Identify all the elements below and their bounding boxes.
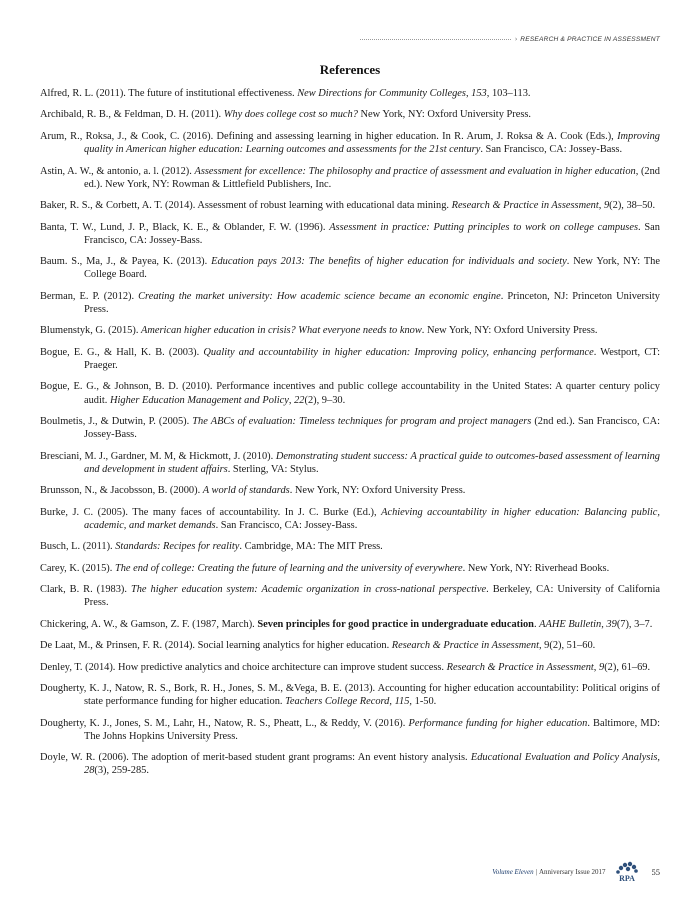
reference-text: . San Francisco, CA: Jossey-Bass. xyxy=(215,519,358,531)
reference-text: . New York, NY: Riverhead Books. xyxy=(462,562,610,574)
reference-text: Dougherty, K. J., Jones, S. M., Lahr, H., Natow, R. S., Pheatt, L., & Reddy, V. (2016). xyxy=(40,717,409,729)
reference-text: Research & Practice in Assessment xyxy=(391,640,539,652)
reference-text: . San Francisco, CA: Jossey-Bass. xyxy=(84,221,660,246)
reference-entry xyxy=(40,324,660,337)
reference-text: 9 xyxy=(599,661,605,673)
reference-text: Berman, E. P. (2012). xyxy=(40,290,139,302)
reference-entry xyxy=(40,87,660,100)
reference-entry xyxy=(40,346,660,372)
reference-text: Astin, A. W., & antonio, a. l. (2012). xyxy=(40,165,195,177)
footer-volume: Volume Eleven xyxy=(492,868,534,876)
reference-text: , xyxy=(657,752,660,764)
reference-text: Dougherty, K. J., Natow, R. S., Bork, R. H., Jones, S. M., &Vega, B. E. (2013). Accounting for higher education accountability: Political origins of state performance funding for higher education. xyxy=(40,683,660,708)
reference-text: (2), 9–30. xyxy=(304,394,346,406)
reference-text: Standards: Recipes for reality xyxy=(115,541,240,553)
reference-text: Baum. S., Ma, J., & Payea, K. (2013). xyxy=(40,256,212,268)
reference-text: . Berkeley, CA: University of California Press. xyxy=(84,584,660,609)
reference-entry xyxy=(40,562,660,575)
reference-text: Boulmetis, J., & Dutwin, P. (2005). xyxy=(40,415,193,427)
reference-text: New York, NY: Oxford University Press. xyxy=(357,109,532,121)
reference-text: A world of standards xyxy=(202,485,290,497)
reference-text: Carey, K. (2015). xyxy=(40,562,115,574)
running-head-title: RESEARCH & PRACTICE IN ASSESSMENT xyxy=(520,35,660,43)
reference-text: (2), 38–50. xyxy=(609,200,656,212)
dotted-rule xyxy=(360,39,511,40)
reference-text: , xyxy=(593,661,599,673)
reference-entry xyxy=(40,717,660,743)
reference-text: , 103–113. xyxy=(486,88,531,99)
reference-text: De Laat, M., & Prinsen, F. R. (2014). Social learning analytics for higher education. xyxy=(40,640,392,652)
reference-text: Bogue, E. G., & Hall, K. B. (2003). xyxy=(40,346,204,358)
reference-text: . Cambridge, MA: The MIT Press. xyxy=(239,541,383,553)
reference-text: 9 xyxy=(603,200,610,212)
reference-text: AAHE Bulletin xyxy=(539,618,602,630)
reference-text: American higher education in crisis? What everyone needs to know xyxy=(141,325,422,337)
reference-text: (2), 61–69. xyxy=(604,661,651,673)
reference-text: . New York, NY: The College Board. xyxy=(84,256,660,281)
footer-separator: | xyxy=(535,868,537,876)
reference-text: 115 xyxy=(394,696,410,708)
reference-entry xyxy=(40,540,660,553)
reference-text: Chickering, A. W., & Gamson, Z. F. (1987, March). xyxy=(40,618,258,630)
reference-text: . Princeton, NJ: Princeton University Press. xyxy=(84,290,660,315)
reference-entry xyxy=(40,255,660,281)
reference-entry xyxy=(40,751,660,777)
reference-entry xyxy=(40,639,660,652)
page-title: References xyxy=(319,62,381,77)
reference-text: New Directions for Community Colleges xyxy=(297,88,466,99)
reference-text: . New York, NY: Oxford University Press. xyxy=(421,325,598,337)
reference-entry xyxy=(40,484,660,497)
reference-text: Improving quality in American higher education: Learning outcomes and assessments for the 21st century xyxy=(84,130,660,156)
reference-text: 28 xyxy=(84,765,95,777)
reference-entry xyxy=(40,380,660,406)
reference-entry xyxy=(40,583,660,609)
reference-text: Clark, B. R. (1983). xyxy=(40,584,131,596)
reference-entry xyxy=(40,415,660,441)
reference-text: Arum, R., Roksa, J., & Cook, C. (2016). Defining and assessing learning in higher education. In R. Arum, J. Roksa & A. Cook (Eds.), xyxy=(40,130,618,142)
reference-text: Why does college cost so much? xyxy=(223,109,358,121)
reference-text: . New York, NY: Oxford University Press. xyxy=(289,485,466,497)
reference-text: Education pays 2013: The benefits of higher education for individuals and society xyxy=(211,256,567,268)
reference-list xyxy=(40,87,660,786)
page-footer xyxy=(492,860,660,884)
reference-text: , 9(2), 51–60. xyxy=(538,640,596,652)
running-head xyxy=(360,33,660,45)
reference-text: Brunsson, N., & Jacobsson, B. (2000). xyxy=(40,485,203,497)
reference-text: , xyxy=(288,394,295,406)
reference-text: . xyxy=(533,618,540,630)
page-number: 55 xyxy=(651,867,660,877)
reference-text: Denley, T. (2014). How predictive analytics and choice architecture can improve student success. xyxy=(40,661,447,673)
reference-entry xyxy=(40,450,660,476)
reference-text: (7), 3–7. xyxy=(616,618,653,630)
reference-text: 39 xyxy=(606,618,617,630)
reference-text: Busch, L. (2011). xyxy=(40,541,116,553)
reference-entry xyxy=(40,199,660,212)
reference-text: Quality and accountability in higher education: Improving policy, enhancing performance xyxy=(203,346,594,358)
reference-text: Teachers College Record xyxy=(285,696,390,708)
reference-text: Doyle, W. R. (2006). The adoption of merit-based student grant programs: An event history analysis. xyxy=(40,752,471,764)
reference-text: Research & Practice in Assessment xyxy=(451,200,599,212)
reference-text: Demonstrating student success: A practical guide to outcomes-based assessment of learning and development in student affairs xyxy=(84,450,660,475)
reference-text: Bresciani, M. J., Gardner, M. M, & Hickmott, J. (2010). xyxy=(40,450,276,462)
rpa-logo-icon xyxy=(612,860,642,884)
reference-text: Burke, J. C. (2005). The many faces of accountability. In J. C. Burke (Ed.), xyxy=(40,506,382,518)
reference-text: , xyxy=(601,618,607,630)
reference-entry xyxy=(40,165,660,191)
reference-text: . Baltimore, MD: The Johns Hopkins University Press. xyxy=(84,717,660,742)
reference-entry xyxy=(40,506,660,532)
reference-text: , 1-50. xyxy=(409,696,437,708)
reference-text: Creating the market university: How academic science became an economic engine xyxy=(138,290,501,302)
reference-text: (2nd ed.). San Francisco, CA: Jossey-Bass. xyxy=(84,415,660,441)
reference-text: (3), 259-285. xyxy=(94,765,149,777)
svg-text:RPA: RPA xyxy=(618,874,635,883)
reference-entry xyxy=(40,221,660,247)
reference-text: Achieving accountability in higher education: Balancing public, academic, and market demands xyxy=(84,506,660,531)
reference-entry xyxy=(40,290,660,316)
reference-text: , xyxy=(598,200,604,212)
reference-text: 153 xyxy=(471,88,487,99)
reference-text: , (2nd ed.). New York, NY: Rowman & Littlefield Publishers, Inc. xyxy=(84,165,661,190)
reference-text: The ABCs of evaluation: Timeless techniques for program and project managers xyxy=(192,415,532,427)
arrow-icon: › xyxy=(514,35,518,43)
reference-text: Blumenstyk, G. (2015). xyxy=(40,325,142,337)
reference-text: Banta, T. W., Lund, J. P., Black, K. E., & Oblander, F. W. (1996). xyxy=(40,221,330,233)
reference-text: Research & Practice in Assessment xyxy=(446,661,594,673)
reference-entry xyxy=(40,108,660,121)
reference-text: 22 xyxy=(294,394,305,406)
reference-entry xyxy=(40,661,660,674)
reference-text: Performance funding for higher education xyxy=(408,717,588,729)
reference-text: Assessment for excellence: The philosophy and practice of assessment and evaluation in higher education xyxy=(194,165,636,177)
reference-text: Educational Evaluation and Policy Analysis xyxy=(470,752,658,764)
reference-text: , xyxy=(465,88,472,99)
reference-text: . Westport, CT: Praeger. xyxy=(84,346,660,371)
reference-text: The end of college: Creating the future of learning and the university of everywhere xyxy=(114,562,463,574)
footer-issue: Anniversary Issue 2017 xyxy=(539,868,606,876)
reference-text: , xyxy=(389,696,395,708)
reference-entry xyxy=(40,130,660,156)
reference-text: The higher education system: Academic organization in cross-national perspective xyxy=(130,584,487,596)
reference-text: Bogue, E. G., & Johnson, B. D. (2010). Performance incentives and public college accountability in the United States: A quarter century policy audit. xyxy=(40,381,660,406)
reference-text: Alfred, R. L. (2011). The future of institutional effectiveness. xyxy=(40,88,298,99)
reference-text: Higher Education Management and Policy xyxy=(109,394,289,406)
reference-text: Baker, R. S., & Corbett, A. T. (2014). Assessment of robust learning with educational data mining. xyxy=(40,200,452,212)
reference-entry xyxy=(40,618,660,631)
reference-entry xyxy=(40,682,660,708)
reference-text: Archibald, R. B., & Feldman, D. H. (2011). xyxy=(40,109,224,121)
reference-text: Seven principles for good practice in undergraduate education xyxy=(257,618,534,630)
reference-text: . San Francisco, CA: Jossey-Bass. xyxy=(480,144,623,156)
reference-text: Assessment in practice: Putting principles to work on college campuses xyxy=(329,221,639,233)
reference-text: . Sterling, VA: Stylus. xyxy=(227,463,319,475)
